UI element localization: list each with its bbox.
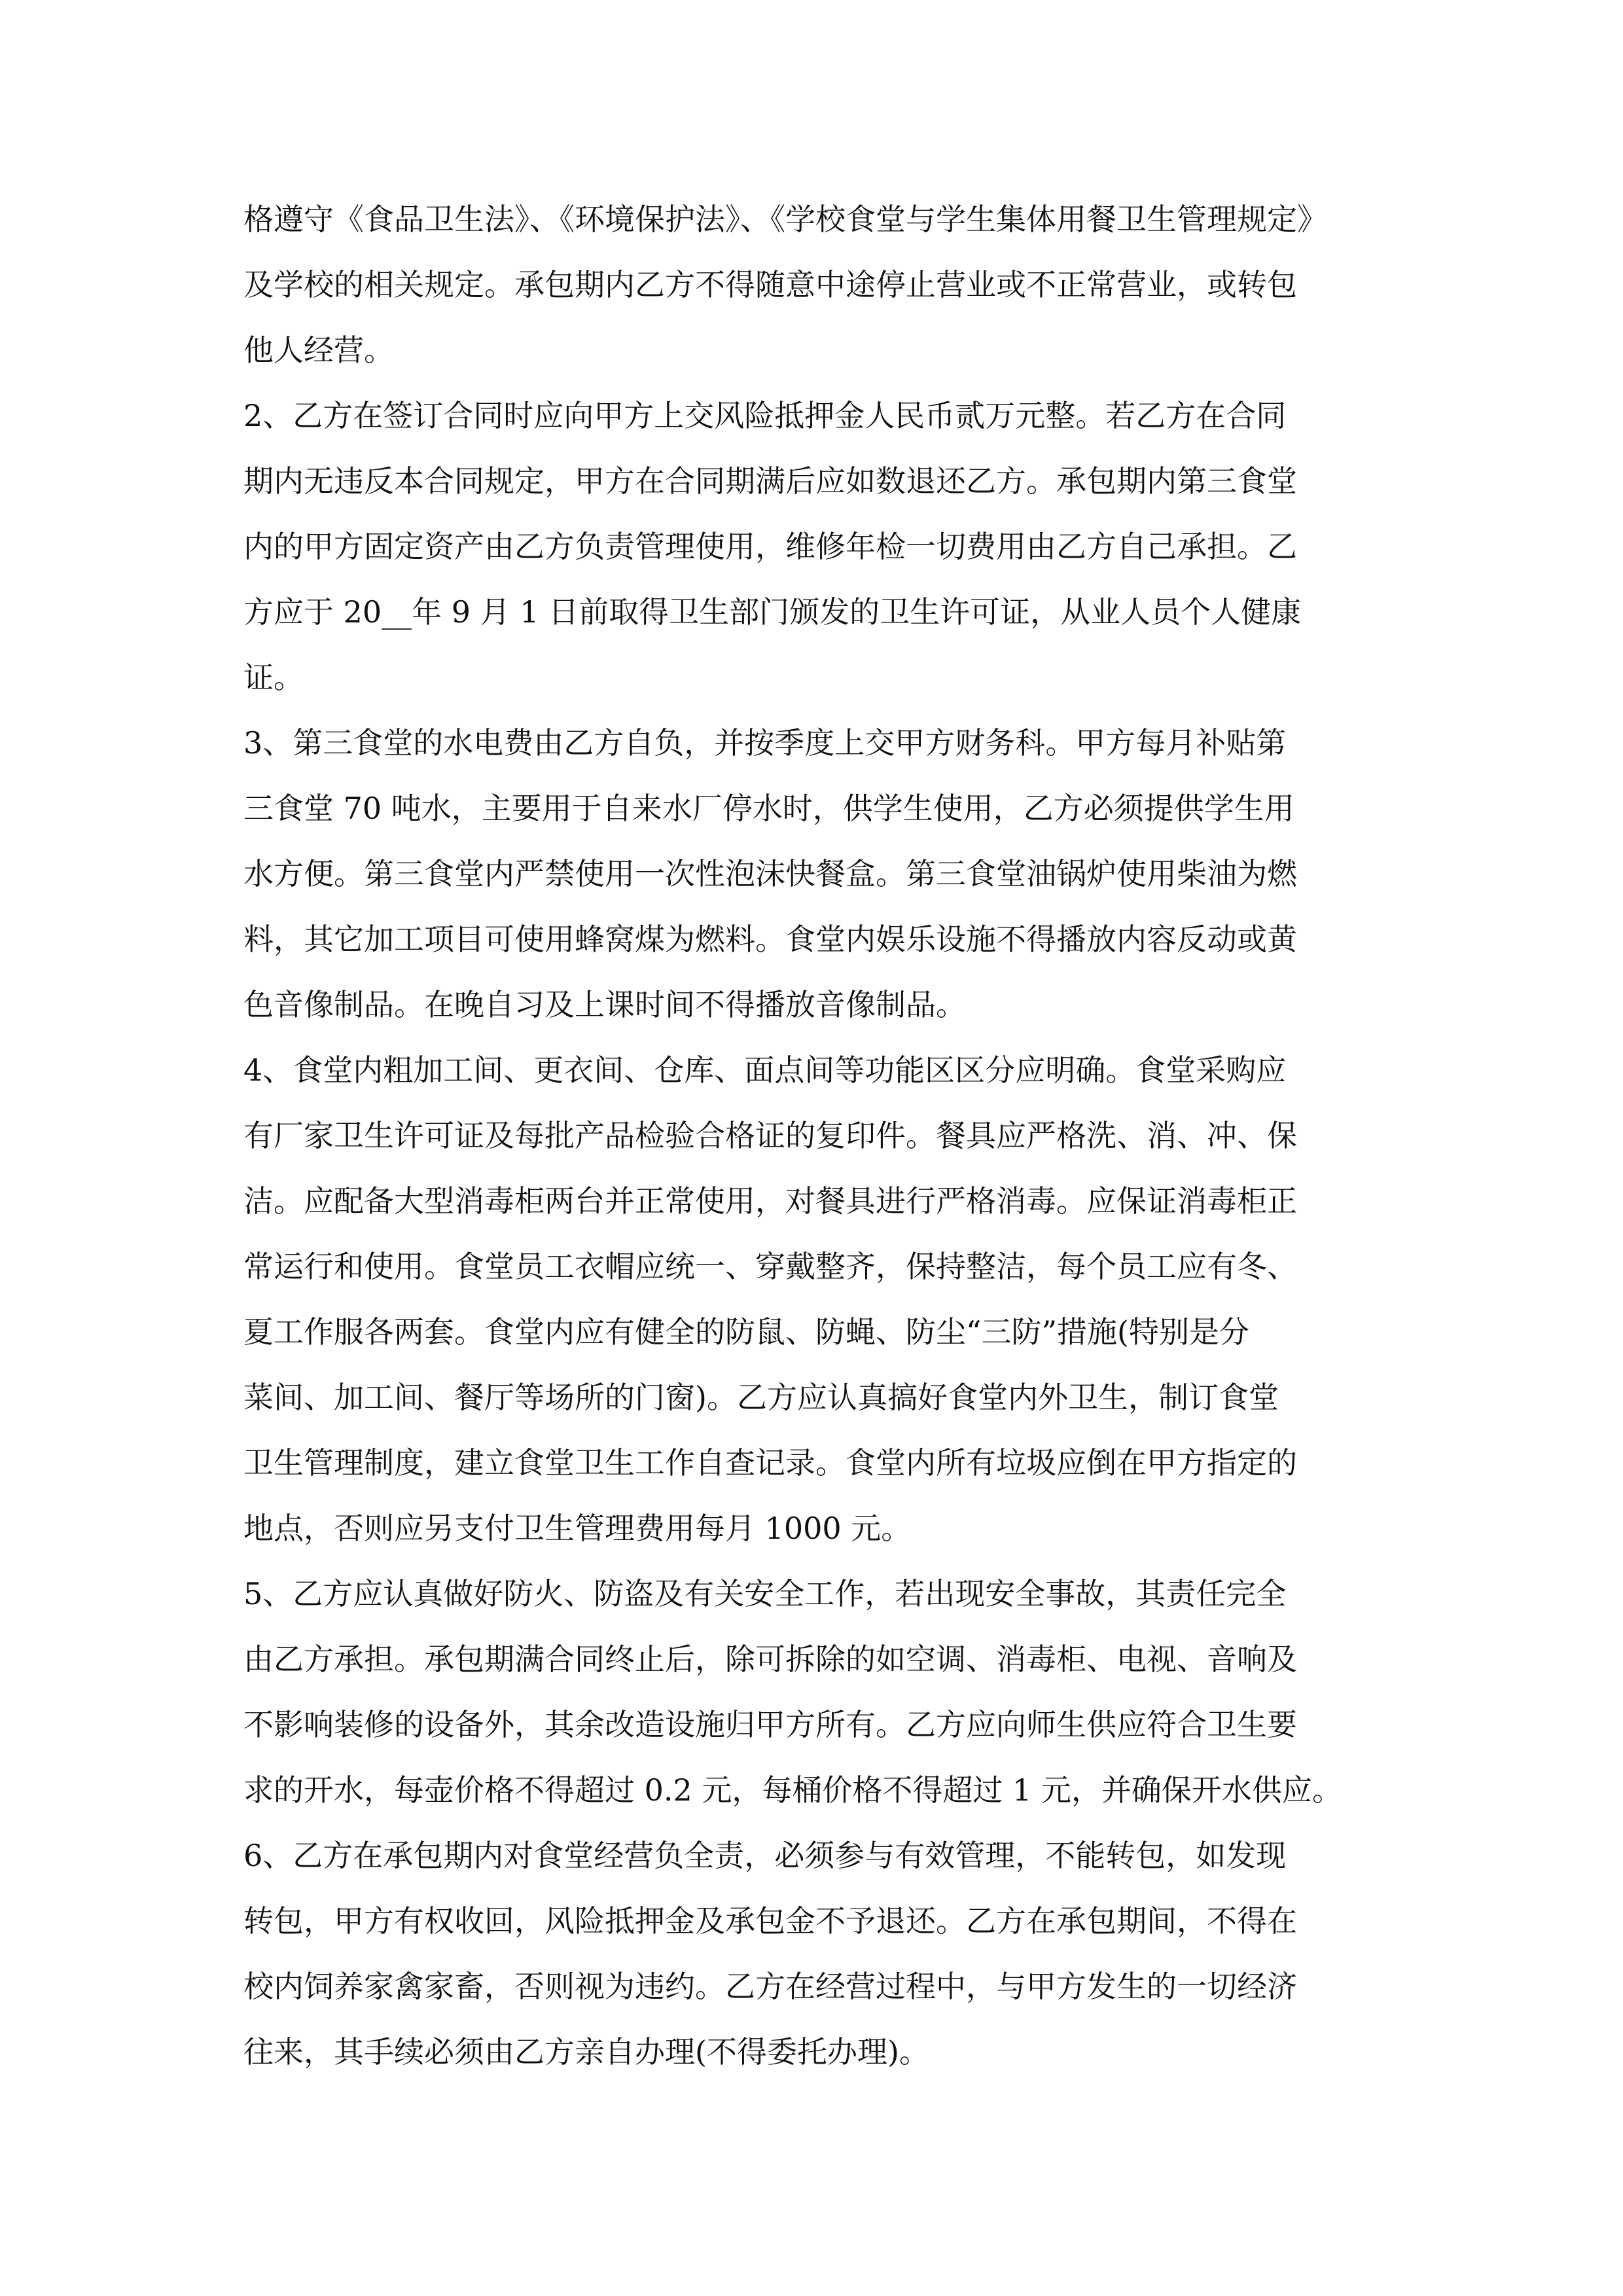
text-line: 6、乙方在承包期内对食堂经营负全责，必须参与有效管理，不能转包，如发现	[243, 1838, 1287, 1873]
text-line: 色音像制品。在晚自习及上课时间不得播放音像制品。	[243, 987, 966, 1022]
text-line: 由乙方承担。承包期满合同终止后，除可拆除的如空调、消毒柜、电视、音响及	[243, 1641, 1297, 1677]
text-line: 期内无违反本合同规定，甲方在合同期满后应如数退还乙方。承包期内第三食堂	[243, 463, 1297, 499]
text-line: 2、乙方在签订合同时应向甲方上交风险抵押金人民币贰万元整。若乙方在合同	[243, 398, 1287, 433]
text-line: 及学校的相关规定。承包期内乙方不得随意中途停止营业或不正常营业，或转包	[243, 267, 1297, 302]
paragraph-clause-6	[243, 1823, 1380, 2085]
text-line: 4、食堂内粗加工间、更衣间、仓库、面点间等功能区区分应明确。食堂采购应	[243, 1052, 1287, 1088]
text-line: 卫生管理制度，建立食堂卫生工作自查记录。食堂内所有垃圾应倒在甲方指定的	[243, 1445, 1297, 1480]
paragraph-clause-3	[243, 710, 1380, 1037]
text-line: 有厂家卫生许可证及每批产品检验合格证的复印件。餐具应严格洗、消、冲、保	[243, 1118, 1297, 1153]
text-line: 夏工作服各两套。食堂内应有健全的防鼠、防蝇、防尘“三防”措施(特别是分	[243, 1314, 1249, 1350]
text-line: 校内饲养家禽家畜，否则视为违约。乙方在经营过程中，与甲方发生的一切经济	[243, 1969, 1297, 2004]
text-line: 三食堂 70 吨水，主要用于自来水厂停水时，供学生使用，乙方必须提供学生用	[243, 791, 1294, 826]
document-body	[243, 187, 1380, 2085]
text-line: 格遵守《食品卫生法》、《环境保护法》、《学校食堂与学生集体用餐卫生管理规定》	[243, 202, 1327, 237]
text-line: 往来，其手续必须由乙方亲自办理(不得委托办理)。	[243, 2034, 929, 2070]
text-line: 方应于 20__年 9 月 1 日前取得卫生部门颁发的卫生许可证，从业人员个人健康	[243, 594, 1302, 630]
text-line: 料，其它加工项目可使用蜂窝煤为燃料。食堂内娱乐设施不得播放内容反动或黄	[243, 922, 1297, 957]
paragraph-clause-2	[243, 383, 1380, 710]
text-line: 地点，否则应另支付卫生管理费用每月 1000 元。	[243, 1511, 912, 1546]
text-line: 洁。应配备大型消毒柜两台并正常使用，对餐具进行严格消毒。应保证消毒柜正	[243, 1183, 1297, 1219]
text-line: 5、乙方应认真做好防火、防盗及有关安全工作，若出现安全事故，其责任完全	[243, 1576, 1287, 1611]
text-line: 水方便。第三食堂内严禁使用一次性泡沫快餐盒。第三食堂油锅炉使用柴油为燃	[243, 856, 1297, 891]
text-line: 转包，甲方有权收回，风险抵押金及承包金不予退还。乙方在承包期间，不得在	[243, 1903, 1297, 1939]
text-line: 内的甲方固定资产由乙方负责管理使用，维修年检一切费用由乙方自己承担。乙	[243, 529, 1297, 564]
paragraph-continuation	[243, 187, 1380, 383]
text-line: 不影响装修的设备外，其余改造设施归甲方所有。乙方应向师生供应符合卫生要	[243, 1707, 1297, 1742]
text-line: 3、第三食堂的水电费由乙方自负，并按季度上交甲方财务科。甲方每月补贴第	[243, 725, 1287, 761]
text-line: 常运行和使用。食堂员工衣帽应统一、穿戴整齐，保持整洁，每个员工应有冬、	[243, 1249, 1297, 1284]
paragraph-clause-4	[243, 1037, 1380, 1561]
text-line: 求的开水，每壶价格不得超过 0.2 元，每桶价格不得超过 1 元，并确保开水供应。	[243, 1772, 1342, 1808]
text-line: 他人经营。	[243, 332, 394, 368]
text-line: 证。	[243, 660, 304, 695]
text-line: 菜间、加工间、餐厅等场所的门窗)。乙方应认真搞好食堂内外卫生，制订食堂	[243, 1380, 1279, 1415]
paragraph-clause-5	[243, 1561, 1380, 1823]
